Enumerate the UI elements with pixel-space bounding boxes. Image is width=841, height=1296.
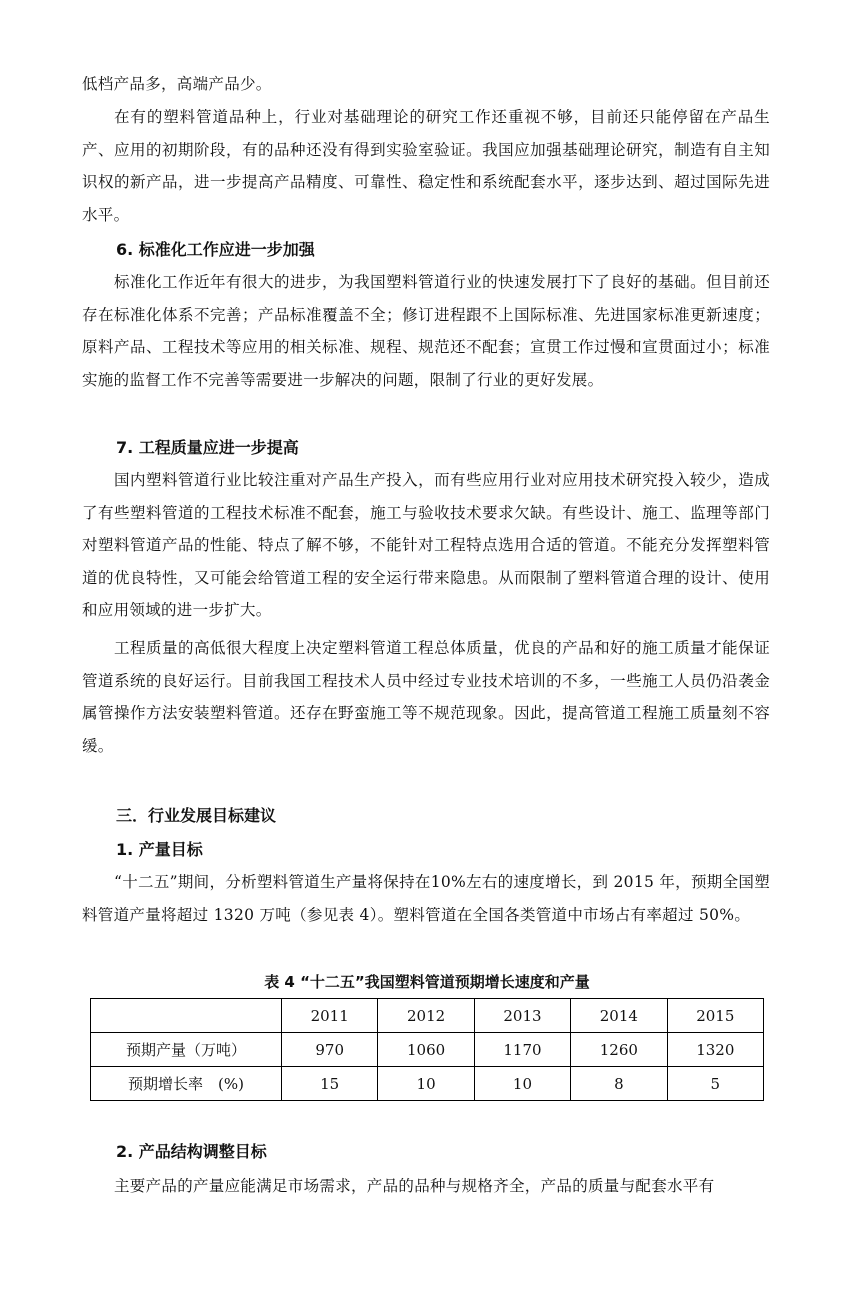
paragraph-product-structure: 主要产品的产量应能满足市场需求，产品的品种与规格齐全，产品的质量与配套水平有 bbox=[114, 1177, 715, 1195]
table-row bbox=[91, 1033, 764, 1067]
table-cell: 1060 bbox=[378, 1033, 474, 1067]
heading-standardization: 6. 标准化工作应进一步加强 bbox=[116, 240, 315, 259]
table-cell: 8 bbox=[571, 1067, 667, 1101]
table-cell: 970 bbox=[282, 1033, 378, 1067]
table-cell: 1260 bbox=[571, 1033, 667, 1067]
table-cell: 1170 bbox=[474, 1033, 570, 1067]
table-cell: 预期产量（万吨） bbox=[91, 1033, 282, 1067]
production-table bbox=[90, 998, 764, 1101]
table-header-row bbox=[91, 999, 764, 1033]
paragraph-engineering-investment: 国内塑料管道行业比较注重对产品生产投入，而有些应用行业对应用技术研究投入较少，造成了有些塑料管道的工程技术标准不配套，施工与验收技术要求欠缺。有些设计、施工、监理等部门对塑料管道产品的性能、特点了解不够，不能针对工程特点选用合适的管道。不能充分发挥塑料管道的优良特性，又可能会给管道工程的安全运行带来隐患。从而限制了塑料管道合理的设计、使用和应用领域的进一步扩大。 bbox=[82, 471, 770, 620]
table-row bbox=[91, 1067, 764, 1101]
table-cell: 5 bbox=[667, 1067, 763, 1101]
table-cell: 2011 bbox=[282, 999, 378, 1033]
heading-section-three: 三．行业发展目标建议 bbox=[116, 806, 277, 825]
table-caption: 表 4 “十二五”我国塑料管道预期增长速度和产量 bbox=[264, 973, 590, 991]
table-cell: 预期增长率 (%) bbox=[91, 1067, 282, 1101]
heading-output-target: 1. 产量目标 bbox=[116, 840, 203, 859]
paragraph-construction-quality: 工程质量的高低很大程度上决定塑料管道工程总体质量，优良的产品和好的施工质量才能保证管道系统的良好运行。目前我国工程技术人员中经过专业技术培训的不多，一些施工人员仍沿袭金属管操作方法安装塑料管道。还存在野蛮施工等不规范现象。因此，提高管道工程施工质量刻不容缓。 bbox=[82, 639, 770, 755]
table-cell: 15 bbox=[282, 1067, 378, 1101]
table-cell bbox=[91, 999, 282, 1033]
table-cell: 2013 bbox=[474, 999, 570, 1033]
heading-product-structure: 2. 产品结构调整目标 bbox=[116, 1142, 267, 1161]
heading-engineering-quality: 7. 工程质量应进一步提高 bbox=[116, 438, 299, 457]
table-cell: 2014 bbox=[571, 999, 667, 1033]
paragraph-basic-research: 在有的塑料管道品种上，行业对基础理论的研究工作还重视不够，目前还只能停留在产品生产、应用的初期阶段，有的品种还没有得到实验室验证。我国应加强基础理论研究，制造有自主知识权的新产品，进一步提高产品精度、可靠性、稳定性和系统配套水平，逐步达到、超过国际先进水平。 bbox=[82, 108, 770, 224]
table-cell: 1320 bbox=[667, 1033, 763, 1067]
table-cell: 10 bbox=[474, 1067, 570, 1101]
table-cell: 10 bbox=[378, 1067, 474, 1101]
table-cell: 2015 bbox=[667, 999, 763, 1033]
paragraph-output-target: “十二五”期间，分析塑料管道生产量将保持在10%左右的速度增长，到 2015 年，预期全国塑料管道产量将超过 1320 万吨（参见表 4）。塑料管道在全国各类管道中市场占有率超过 50%。 bbox=[82, 873, 770, 924]
table-cell: 2012 bbox=[378, 999, 474, 1033]
paragraph-continuation: 低档产品多，高端产品少。 bbox=[82, 75, 272, 93]
paragraph-standardization: 标准化工作近年有很大的进步，为我国塑料管道行业的快速发展打下了良好的基础。但目前还存在标准化体系不完善；产品标准覆盖不全；修订进程跟不上国际标准、先进国家标准更新速度；原料产品、工程技术等应用的相关标准、规程、规范还不配套；宣贯工作过慢和宣贯面过小；标准实施的监督工作不完善等需要进一步解决的问题，限制了行业的更好发展。 bbox=[82, 273, 770, 389]
